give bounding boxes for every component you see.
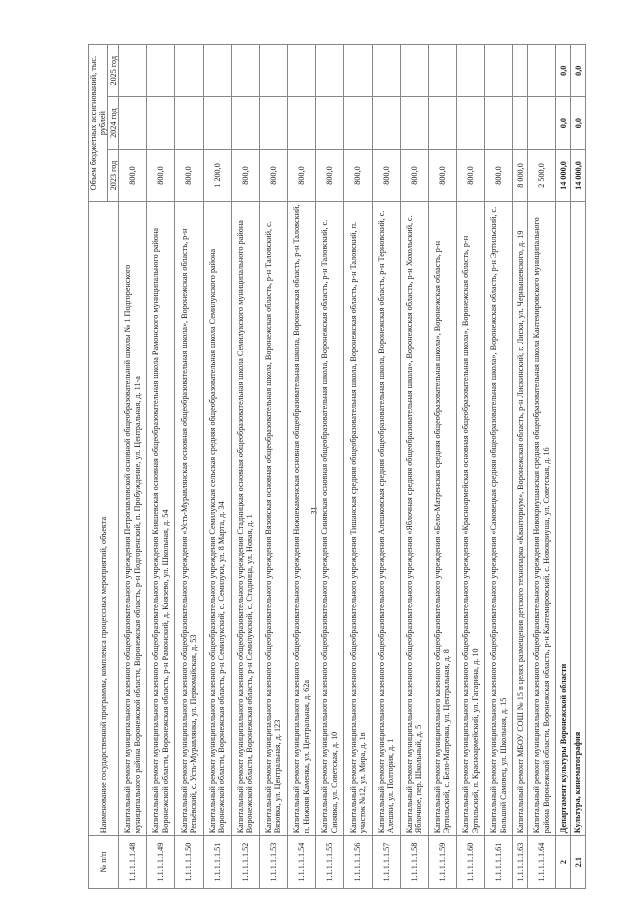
row-value-2024: [457, 97, 485, 149]
row-code: 1.1.1.1.1.58: [400, 836, 428, 889]
row-name: Капитальный ремонт муниципального казенного общеобразовательного учреждения «Усть-Муравлянская основная общеобразовательная школа», Воронежская область, р-н Репьёвский, с. Усть-Муравлянка, ул. Первомайская, д. 53: [175, 202, 203, 836]
row-value-2024: [528, 97, 556, 149]
table-row: [288, 45, 316, 889]
row-value-2024: [147, 97, 175, 149]
row-value-2024: [288, 97, 316, 149]
row-value-2023: 14 000,0: [556, 149, 571, 201]
row-value-2023: 800,0: [231, 149, 259, 201]
row-code: 1.1.1.1.1.57: [372, 836, 400, 889]
row-code: 1.1.1.1.1.53: [259, 836, 287, 889]
row-value-2023: 800,0: [175, 149, 203, 201]
row-value-2023: 800,0: [457, 149, 485, 201]
row-code: 1.1.1.1.1.49: [147, 836, 175, 889]
row-value-2024: [400, 97, 428, 149]
row-name: Капитальный ремонт муниципального казенного общеобразовательного учреждения Вязовская основная общеобразовательная школа, Воронежская область, р-н Таловский, с. Вязовка, ул. Центральная, д. 123: [259, 202, 287, 836]
row-value-2024: [175, 97, 203, 149]
row-code: 2.1: [571, 836, 586, 889]
row-value-2025: [528, 45, 556, 97]
row-name: Капитальный ремонт муниципального казенного общеобразовательного учреждения «Красноармейская основная общеобразовательная школа», Воронежская область, р-н Эртильский, п. Красноармейский, ул. Гагарина, д. 10: [457, 202, 485, 836]
row-value-2023: 8 000,0: [513, 149, 528, 201]
row-code: 1.1.1.1.1.48: [119, 836, 147, 889]
header-year-2023: 2023 год: [108, 149, 119, 201]
row-value-2025: [316, 45, 344, 97]
row-value-2023: 800,0: [344, 149, 372, 201]
row-name: Капитальный ремонт муниципального казенного общеобразовательного учреждения Нижнекаменская основная общеобразовательная школа, Воронежская область, р-н Таловский, п. Нижняя Каменка, ул. Центральная, д. 62а: [288, 202, 316, 836]
row-value-2023: 800,0: [428, 149, 456, 201]
row-name: Капитальный ремонт муниципального казенного общеобразовательного учреждения «Бело-Матренская средняя общеобразовательная школа», Воронежская область, р-н Эртильский, с. Бело-Матренка, ул. Центральная, д. 8: [428, 202, 456, 836]
row-value-2025: 0,0: [556, 45, 571, 97]
row-value-2023: 1 200,0: [203, 149, 231, 201]
table-row: [528, 45, 556, 889]
row-value-2025: 0,0: [571, 45, 586, 97]
row-value-2025: [428, 45, 456, 97]
row-code: 1.1.1.1.1.63: [513, 836, 528, 889]
table-row: [119, 45, 147, 889]
row-code: 1.1.1.1.1.54: [288, 836, 316, 889]
table-body: [119, 45, 586, 889]
row-value-2023: 800,0: [485, 149, 513, 201]
row-name: Капитальный ремонт муниципального казенного общеобразовательного учреждения Кияшевская основная общеобразовательная школа Рамонского муниципального района Воронежской области, Воронежская область, р-н Рамонский, д. Князево, ул. Школьная, д. 54: [147, 202, 175, 836]
table-row: [344, 45, 372, 889]
row-value-2025: [119, 45, 147, 97]
row-value-2023: 800,0: [119, 149, 147, 201]
row-code: 2: [556, 836, 571, 889]
row-value-2024: [119, 97, 147, 149]
header-funding: Объем бюджетных ассигнований, тыс. рублей: [89, 45, 108, 202]
header-year-2025: 2025 год: [108, 45, 119, 97]
table-row: [428, 45, 456, 889]
row-value-2024: [316, 97, 344, 149]
row-value-2024: [203, 97, 231, 149]
table-row: [372, 45, 400, 889]
row-name: Капитальный ремонт муниципального казенного общеобразовательного учреждения «Самовецкая средняя общеобразовательная школа», Воронежская область, р-н Эртильский, с. Большой Самовец, ул. Школьная, д. 15: [485, 202, 513, 836]
row-value-2023: 800,0: [147, 149, 175, 201]
row-value-2025: [344, 45, 372, 97]
row-code: 1.1.1.1.1.55: [316, 836, 344, 889]
table-row: [147, 45, 175, 889]
row-value-2025: [372, 45, 400, 97]
row-value-2025: [175, 45, 203, 97]
row-name: Капитальный ремонт муниципального казенного общеобразовательного учреждения Стадницкая основная общеобразовательная школа Семилукского муниципального района Воронежской области, Воронежская область, р-н Семилукский, с. Стадница, ул. Новая, д. 1: [231, 202, 259, 836]
table-row: [316, 45, 344, 889]
row-value-2025: [513, 45, 528, 97]
row-value-2023: 800,0: [372, 149, 400, 201]
row-name: Капитальный ремонт муниципального казенного общеобразовательного учреждения Синявская основная общеобразовательная школа, Воронежская область, р-н Таловский, с. Синявка, ул. Советская, д. 10: [316, 202, 344, 836]
row-value-2023: 800,0: [259, 149, 287, 201]
row-value-2023: 2 500,0: [528, 149, 556, 201]
row-value-2024: [513, 97, 528, 149]
row-value-2023: 14 000,0: [571, 149, 586, 201]
table-row: [457, 45, 485, 889]
row-value-2024: [231, 97, 259, 149]
table-row: [259, 45, 287, 889]
row-code: 1.1.1.1.1.60: [457, 836, 485, 889]
funding-table: [88, 44, 586, 889]
row-name: Капитальный ремонт муниципального казенного общеобразовательного учреждения «Яблочная средняя общеобразовательная школа», Воронежская область, р-н Хохольский, с. Яблочное, пер. Школьный, д. 5: [400, 202, 428, 836]
page-number: 31: [309, 506, 319, 515]
row-name: Капитальный ремонт МБОУ СОШ № 15 в целях размещения детского технопарка «Кванториум», Воронежская область, р-н Лискинский, г. Лиски, ул. Чернышевского, д. 19: [513, 202, 528, 836]
row-value-2024: 0,0: [556, 97, 571, 149]
row-name: Капитальный ремонт муниципального казенного общеобразовательного учреждения Тишанская средняя общеобразовательная школа, Воронежская область, р-н Таловский, п. участок №12, ул. Мира, д. 1в: [344, 202, 372, 836]
row-value-2025: [203, 45, 231, 97]
table-row: [513, 45, 528, 889]
row-name: Культура, кинематография: [571, 202, 586, 836]
table-row: [485, 45, 513, 889]
row-value-2024: 0,0: [571, 97, 586, 149]
row-value-2025: [485, 45, 513, 97]
row-code: 1.1.1.1.1.52: [231, 836, 259, 889]
row-value-2023: 800,0: [316, 149, 344, 201]
row-value-2025: [147, 45, 175, 97]
row-code: 1.1.1.1.1.64: [528, 836, 556, 889]
row-value-2023: 800,0: [288, 149, 316, 201]
row-name: Капитальный ремонт муниципального казенного общеобразовательного учреждения Новокриушанская средняя общеобразовательная школа Кантемировского муниципального района Воронежской области, Воронежская область, р-н Кантемировский, с. Новокриуша, ул. Советская, д. 16: [528, 202, 556, 836]
header-code: № п/п: [89, 836, 119, 889]
table-row: [175, 45, 203, 889]
row-code: 1.1.1.1.1.61: [485, 836, 513, 889]
row-value-2024: [259, 97, 287, 149]
header-name: Наименование государственной программы, комплекса процессных мероприятий, объекта: [89, 202, 119, 836]
row-code: 1.1.1.1.1.56: [344, 836, 372, 889]
row-value-2025: [400, 45, 428, 97]
row-name: Департамент культуры Воронежской области: [556, 202, 571, 836]
row-code: 1.1.1.1.1.50: [175, 836, 203, 889]
row-name: Капитальный ремонт муниципального казенного общеобразовательного учреждения Алешковская средняя общеобразовательная школа, Воронежская область, р-н Терновский, с. Алешки, ул. Полтория, д. 1: [372, 202, 400, 836]
table-row: [400, 45, 428, 889]
row-code: 1.1.1.1.1.59: [428, 836, 456, 889]
row-name: Капитальный ремонт муниципального казенного общеобразовательного учреждения Семилукская сельская средняя общеобразовательная школа Семилукского района Воронежской области, Воронежская область, р-н Семилукский, с. Семилуки, ул. 8 Марта, д. 34: [203, 202, 231, 836]
row-value-2023: 800,0: [400, 149, 428, 201]
row-value-2024: [344, 97, 372, 149]
row-value-2025: [259, 45, 287, 97]
table-row: [231, 45, 259, 889]
row-value-2024: [485, 97, 513, 149]
row-value-2024: [428, 97, 456, 149]
row-value-2025: [231, 45, 259, 97]
table-row: [571, 45, 586, 889]
row-value-2024: [372, 97, 400, 149]
row-value-2025: [457, 45, 485, 97]
rotated-table-container: [88, 44, 586, 889]
table-row: [556, 45, 571, 889]
row-code: 1.1.1.1.1.51: [203, 836, 231, 889]
header-year-2024: 2024 год: [108, 97, 119, 149]
row-name: Капитальный ремонт муниципального казенного общеобразовательного учреждения Петропавловской основной общеобразовательной школы № 1 Подгоренского муниципального района Воронежской области, Воронежская область, р-н Подгоренский, п. Пробуждение, ул. Центральная, д. 11-а: [119, 202, 147, 836]
table-row: [203, 45, 231, 889]
row-value-2025: [288, 45, 316, 97]
